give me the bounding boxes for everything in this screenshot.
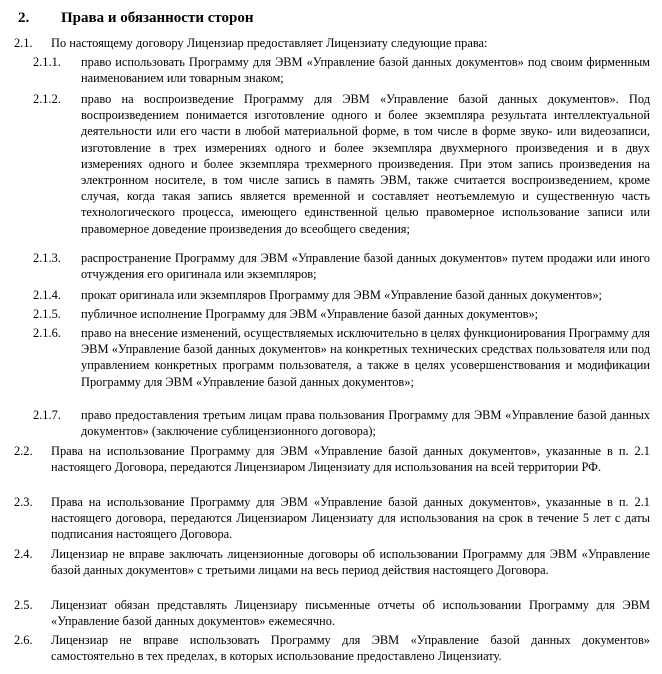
clause-number: 2.6. — [14, 633, 33, 647]
clause-text: Права на использование Программу для ЭВМ «Управление базой данных документов», указанные в п. 2.1 настоящего Договора, передаются Лицензиаром Лицензиату для использования на всей территории РФ. — [51, 444, 650, 475]
clause-text: распространение Программу для ЭВМ «Управление базой данных документов» путем продажи или иного отчуждения его оригинала или экземпляров; — [81, 251, 650, 282]
clause-2-1 — [14, 35, 650, 51]
clause-text: право предоставления третьим лицам права пользования Программу для ЭВМ «Управление базой данных документов» (заключение сублицензионного договора); — [81, 408, 650, 439]
clause-2-2 — [14, 443, 650, 475]
clause-number: 2.1.3. — [33, 251, 61, 265]
clause-text: право использовать Программу для ЭВМ «Управление базой данных документов» под своим фирменным наименованием или товарным знаком; — [81, 55, 650, 86]
clause-text: право на внесение изменений, осуществляемых исключительно в целях функционирования Программу для ЭВМ «Управление базой данных документов» на конкретных технических средствах пользователя или под управлением конкретных программ пользователя, а также в целях усовершенствования и модификации Программу для ЭВМ «Управление базой данных документов»; — [81, 326, 650, 389]
clause-number: 2.1.4. — [33, 288, 61, 302]
clause-number: 2.2. — [14, 444, 33, 458]
clause-2-1-4 — [33, 287, 650, 303]
clause-number: 2.3. — [14, 495, 33, 509]
clause-text: Лицензиат обязан представлять Лицензиару письменные отчеты об использовании Программу для ЭВМ «Управление базой данных документов» ежемесячно. — [51, 598, 650, 629]
clause-number: 2.1.6. — [33, 326, 61, 340]
clause-number: 2.1. — [14, 36, 33, 50]
clause-number: 2.1.7. — [33, 408, 61, 422]
clause-number: 2.5. — [14, 598, 33, 612]
clause-2-5 — [14, 597, 650, 629]
clause-2-6 — [14, 632, 650, 664]
clause-number: 2.1.1. — [33, 55, 61, 69]
clause-2-4 — [14, 546, 650, 578]
clause-2-1-6 — [33, 325, 650, 390]
clause-text: право на воспроизведение Программу для ЭВМ «Управление базой данных документов». Под воспроизведением понимается изготовление одного и более экземпляра результата интеллектуальной деятельности или его части в любой материальной форме, в том числе в форме звуко- или видеозаписи, изготовление в трех измерениях одного и более экземпляра двухмерного произведения и в двух измерениях одного и более экземпляра трехмерного произведения. При этом запись произведения на электронном носителе, в том числе запись в память ЭВМ, также считается воспроизведением, кроме случая, когда такая запись является временной и составляет неотъемлемую и существенную часть технологического процесса, имеющего единственной целью правомерное использование записи или правомерное доведение произведения до всеобщего сведения; — [81, 92, 650, 236]
clause-text: По настоящему договору Лицензиар предоставляет Лицензиату следующие права: — [51, 36, 488, 50]
clause-number: 2.1.2. — [33, 92, 61, 106]
clause-text: Лицензиар не вправе использовать Программу для ЭВМ «Управление базой данных документов» самостоятельно в тех пределах, в которых использование предоставлено Лицензиату. — [51, 633, 650, 664]
section-title: Права и обязанности сторон — [61, 10, 254, 26]
clause-text: прокат оригинала или экземпляров Программу для ЭВМ «Управление базой данных документов»; — [81, 288, 602, 302]
clause-2-1-2 — [33, 91, 650, 237]
clause-2-1-1 — [33, 54, 650, 86]
section-number: 2. — [18, 10, 30, 26]
clause-text: публичное исполнение Программу для ЭВМ «Управление базой данных документов»; — [81, 307, 539, 321]
clause-2-1-5 — [33, 306, 650, 322]
clause-2-1-3 — [33, 250, 650, 282]
clause-number: 2.1.5. — [33, 307, 61, 321]
clause-text: Лицензиар не вправе заключать лицензионные договоры об использовании Программу для ЭВМ «Управление базой данных документов» с третьими лицами на весь период действия настоящего Договора. — [51, 547, 650, 578]
clause-number: 2.4. — [14, 547, 33, 561]
clause-2-1-7 — [33, 407, 650, 439]
clause-2-3 — [14, 494, 650, 543]
clause-text: Права на использование Программу для ЭВМ «Управление базой данных документов», указанные в п. 2.1 настоящего договора, передаются Лицензиаром Лицензиату для использования на срок в течение 5 лет с даты подписания настоящего Договора. — [51, 495, 650, 542]
